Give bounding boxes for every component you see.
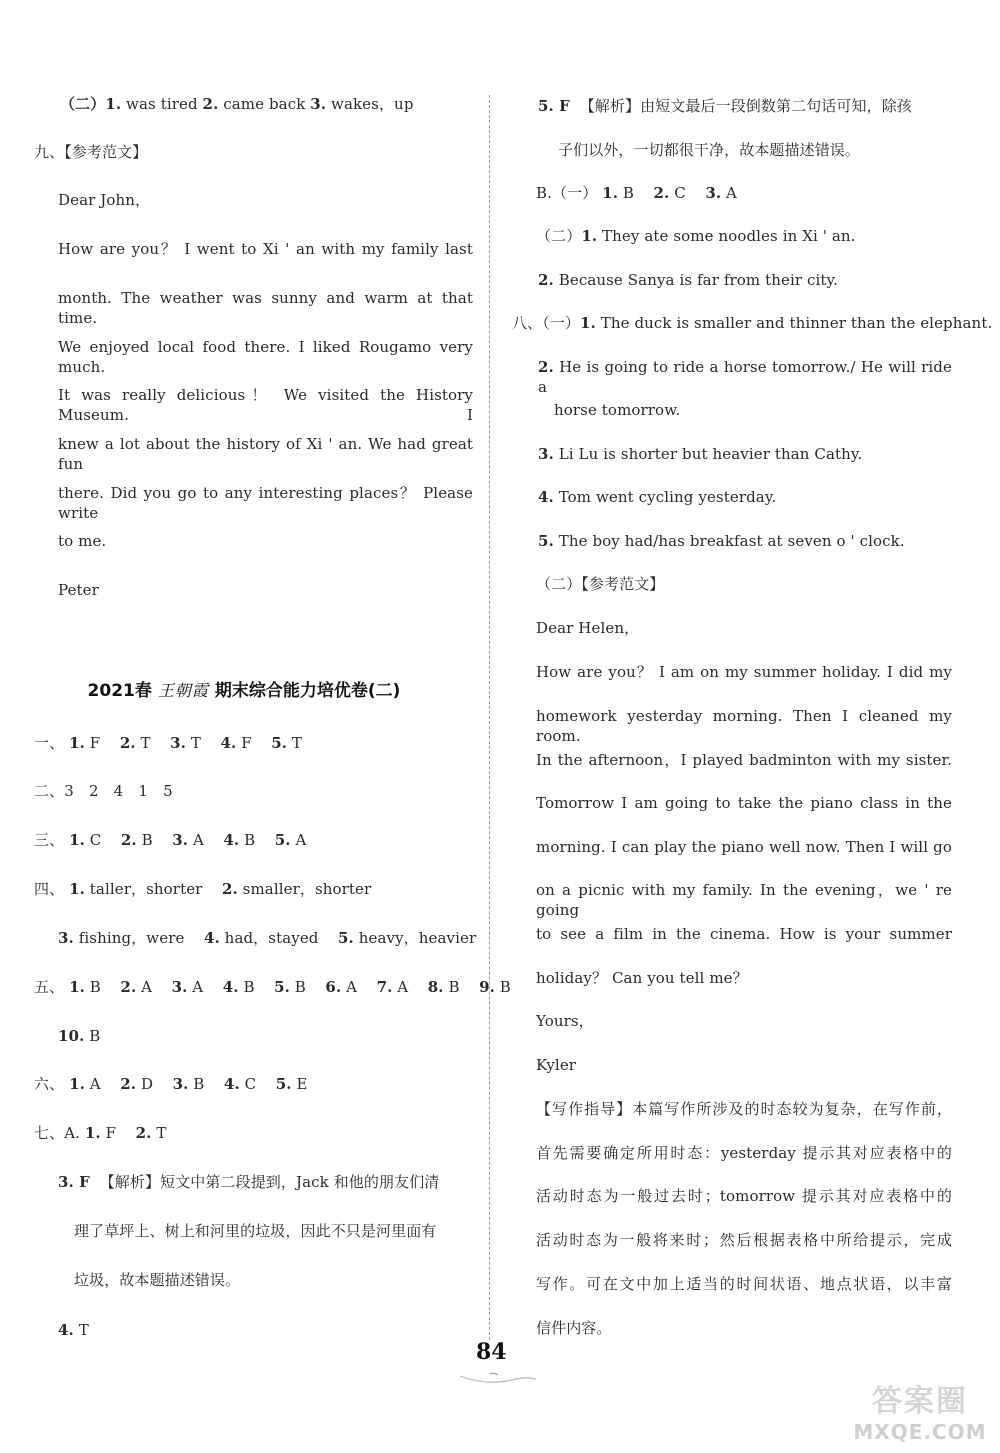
answer-row-4-cont: 3. fishing，were 4. had，stayed 5. heavy，heavier xyxy=(58,929,477,947)
writing-guide-line: 信件内容。 xyxy=(536,1319,612,1337)
writing-guide-line: 首先需要确定所用时态：yesterday 提示其对应表格中的 xyxy=(536,1144,952,1162)
letter-signature: Peter xyxy=(58,581,99,599)
letter-line: on a picnic with my family. In the evening，we ' re going xyxy=(536,881,952,919)
answer-row-eight-1: 八、（一）1. The duck is smaller and thinner than the elephant. xyxy=(512,314,993,332)
letter-line: to see a film in the cinema. How is your summer xyxy=(536,925,952,943)
letter-line: We enjoyed local food there. I liked Rougamo very much. xyxy=(58,338,473,376)
letter-closing: Yours， xyxy=(536,1012,594,1030)
letter-line: morning. I can play the piano well now. Then I will go xyxy=(536,838,952,856)
column-divider xyxy=(489,95,490,1340)
letter-line: In the afternoon，I played badminton with my sister. xyxy=(536,751,952,769)
letter-line: homework yesterday morning. Then I cleaned my room. xyxy=(536,707,952,745)
letter-line: to me. xyxy=(58,532,107,550)
answer-row-1: 一、 1. F 2. T 3. T 4. F 5. T xyxy=(34,734,303,752)
answer-row-6: 六、 1. A 2. D 3. B 4. C 5. E xyxy=(34,1075,308,1093)
letter-line: there. Did you go to any interesting places？ Please write xyxy=(58,484,473,522)
watermark-logo xyxy=(846,1384,994,1448)
answer-row-7: 七、A. 1. F 2. T xyxy=(34,1124,167,1142)
exam-title: 2021春 王朝霞 期末综合能力培优卷(二) xyxy=(87,681,401,701)
answer-row-4: 四、 1. taller，shorter 2. smaller，shorter xyxy=(34,880,372,898)
answer-row-2: 二、3 2 4 1 5 xyxy=(34,782,173,800)
explanation-line: 理了草坪上、树上和河里的垃圾，因此不只是河里面有 xyxy=(74,1222,437,1240)
letter-line: month. The weather was sunny and warm at that time. xyxy=(58,289,473,327)
writing-guide-line: 写作。可在文中加上适当的时间状语、地点状语，以丰富 xyxy=(536,1275,952,1293)
letter-line: It was really delicious！ We visited the History Museum. I xyxy=(58,386,473,424)
writing-guide-line: 【写作指导】本篇写作所涉及的时态较为复杂，在写作前， xyxy=(536,1100,952,1118)
page-ornament-icon xyxy=(456,1370,540,1388)
answer-row-b2: （二）1. They ate some noodles in Xi ' an. xyxy=(536,227,856,245)
answer-row-eight-4: 4. Tom went cycling yesterday. xyxy=(538,488,777,506)
section-heading-nine: 九、【参考范文】 xyxy=(34,143,148,161)
answer-row-5: 五、 1. B 2. A 3. A 4. B 5. B 6. A 7. A 8. B 9. B xyxy=(34,978,511,996)
page-number: 84 xyxy=(476,1339,507,1365)
watermark-logo-text: 答案圈 xyxy=(872,1384,968,1419)
writing-guide-line: 活动时态为一般将来时；然后根据表格中所给提示，完成 xyxy=(536,1231,952,1249)
watermark-url-text: MXQE.COM xyxy=(853,1420,987,1444)
letter-salutation: Dear Helen， xyxy=(536,619,640,637)
writing-guide-line: 活动时态为一般过去时；tomorrow 提示其对应表格中的 xyxy=(536,1187,952,1205)
answer-row-eight-3: 3. Li Lu is shorter but heavier than Cathy. xyxy=(538,445,863,463)
answer-row-7-4: 4. T xyxy=(58,1321,89,1339)
explanation-line: 垃圾，故本题描述错误。 xyxy=(74,1271,241,1289)
explanation-line: 3. F 【解析】短文中第二段提到，Jack 和他的朋友们清 xyxy=(58,1173,440,1191)
letter-line: knew a lot about the history of Xi ' an. We had great fun xyxy=(58,435,473,473)
letter-line: How are you？ I went to Xi ' an with my family last xyxy=(58,240,473,258)
answer-row-3: 三、 1. C 2. B 3. A 4. B 5. A xyxy=(34,831,307,849)
answer-row-5-cont: 10. B xyxy=(58,1027,101,1045)
explanation-line: 5. F 【解析】由短文最后一段倒数第二句话可知，除孩 xyxy=(538,97,912,115)
answer-row-b2-2: 2. Because Sanya is far from their city. xyxy=(538,271,838,289)
letter-salutation: Dear John， xyxy=(58,191,151,209)
brand-logo: 王朝霞 xyxy=(157,681,209,700)
letter-line: How are you？ I am on my summer holiday. I did my xyxy=(536,663,952,681)
answer-line-er: （二）1. was tired 2. came back 3. wakes，up xyxy=(60,95,414,113)
section-heading-model: （二）【参考范文】 xyxy=(536,575,665,593)
answer-row-b1: B.（一） 1. B 2. C 3. A xyxy=(536,184,737,202)
answer-row-eight-2-cont: horse tomorrow. xyxy=(554,401,681,419)
answer-row-eight-2: 2. He is going to ride a horse tomorrow./ He will ride a xyxy=(538,358,952,396)
answer-row-eight-5: 5. The boy had/has breakfast at seven o ' clock. xyxy=(538,532,905,550)
letter-line: holiday？ Can you tell me？ xyxy=(536,969,748,987)
letter-signature: Kyler xyxy=(536,1056,577,1074)
letter-line: Tomorrow I am going to take the piano class in the xyxy=(536,794,952,812)
explanation-line: 子们以外，一切都很干净，故本题描述错误。 xyxy=(558,141,861,159)
